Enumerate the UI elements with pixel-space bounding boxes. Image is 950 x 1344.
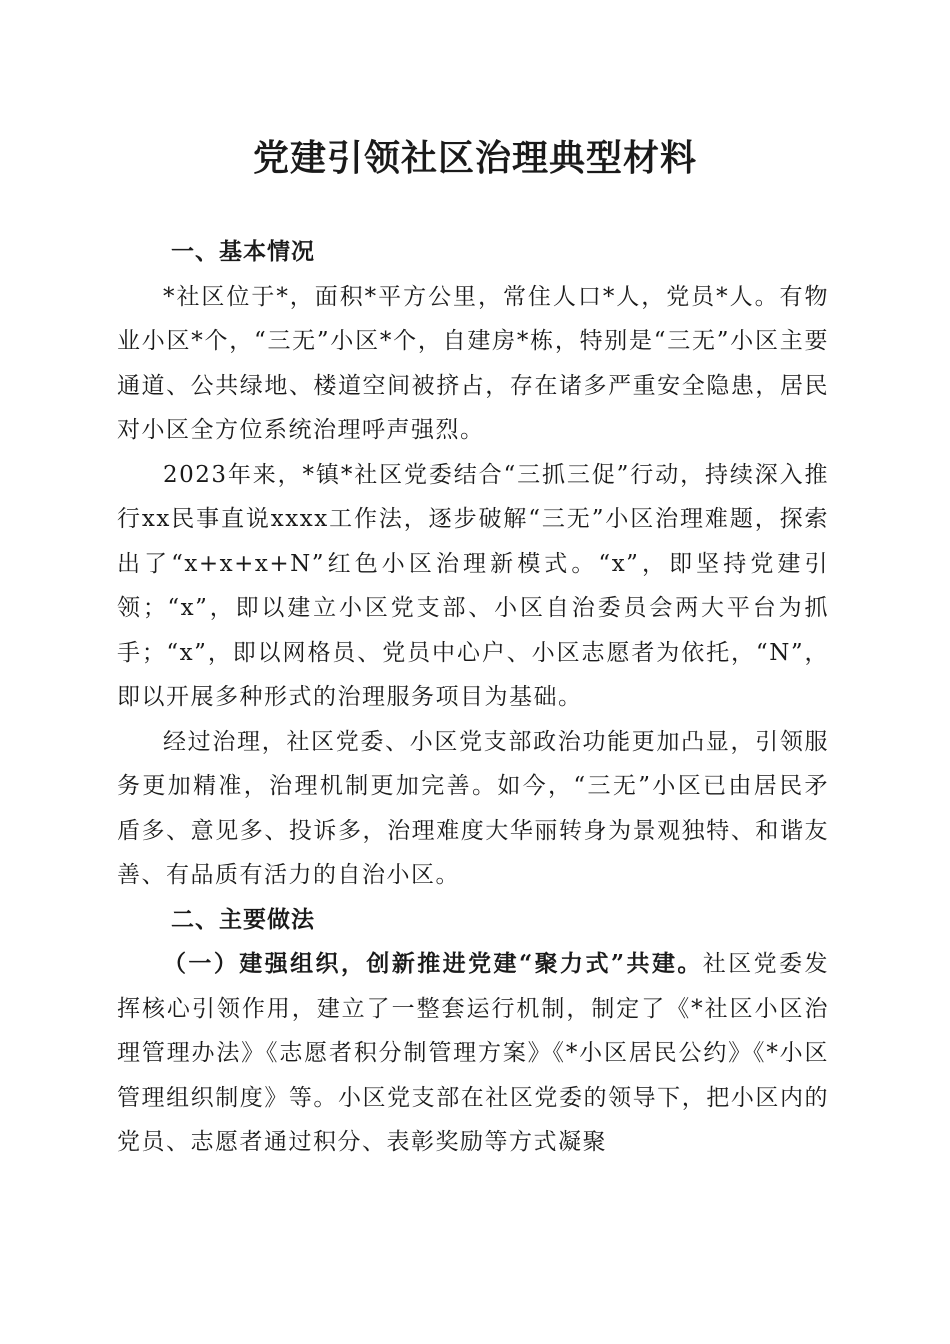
paragraph: *社区位于*，面积*平方公里，常住人口*人，党员*人。有物业小区*个，“三无”小区*个，自建房*栋，特别是“三无”小区主要通道、公共绿地、楼道空间被挤占，存在诸多严重安全隐患，居民对小区全方位系统治理呼声强烈。	[117, 283, 829, 443]
paragraph: 2023年来，*镇*社区党委结合“三抓三促”行动，持续深入推行xx民事直说xxxx工作法，逐步破解“三无”小区治理难题，探索出了“x+x+x+N”红色小区治理新模式。“x”，即坚持党建引领；“x”，即以建立小区党支部、小区自治委员会两大平台为抓手；“x”，即以网格员、党员中心户、小区志愿者为依托，“N”，即以开展多种形式的治理服务项目为基础。	[117, 461, 829, 710]
document-title: 党建引领社区治理典型材料	[252, 137, 697, 179]
paragraph: 经过治理，社区党委、小区党支部政治功能更加凸显，引领服务更加精准，治理机制更加完善。如今，“三无”小区已由居民矛盾多、意见多、投诉多，治理难度大华丽转身为景观独特、和谐友善、有品质有活力的自治小区。	[117, 728, 829, 888]
section-heading-main-practices: 二、主要做法	[171, 906, 315, 933]
paragraph-text: 社区党委发挥核心引领作用，建立了一整套运行机制，制定了《*社区小区治理管理办法》《志愿者积分制管理方案》《*小区居民公约》《*小区管理组织制度》等。小区党支部在社区党委的领导下，把小区内的党员、志愿者通过积分、表彰奖励等方式凝聚	[117, 951, 829, 1155]
subsection-lead: （一）建强组织，创新推进党建“聚力式”共建。	[163, 950, 703, 977]
document-body	[117, 230, 829, 1165]
paragraph	[117, 942, 829, 1165]
section-heading-basic-situation: 一、基本情况	[171, 239, 315, 265]
